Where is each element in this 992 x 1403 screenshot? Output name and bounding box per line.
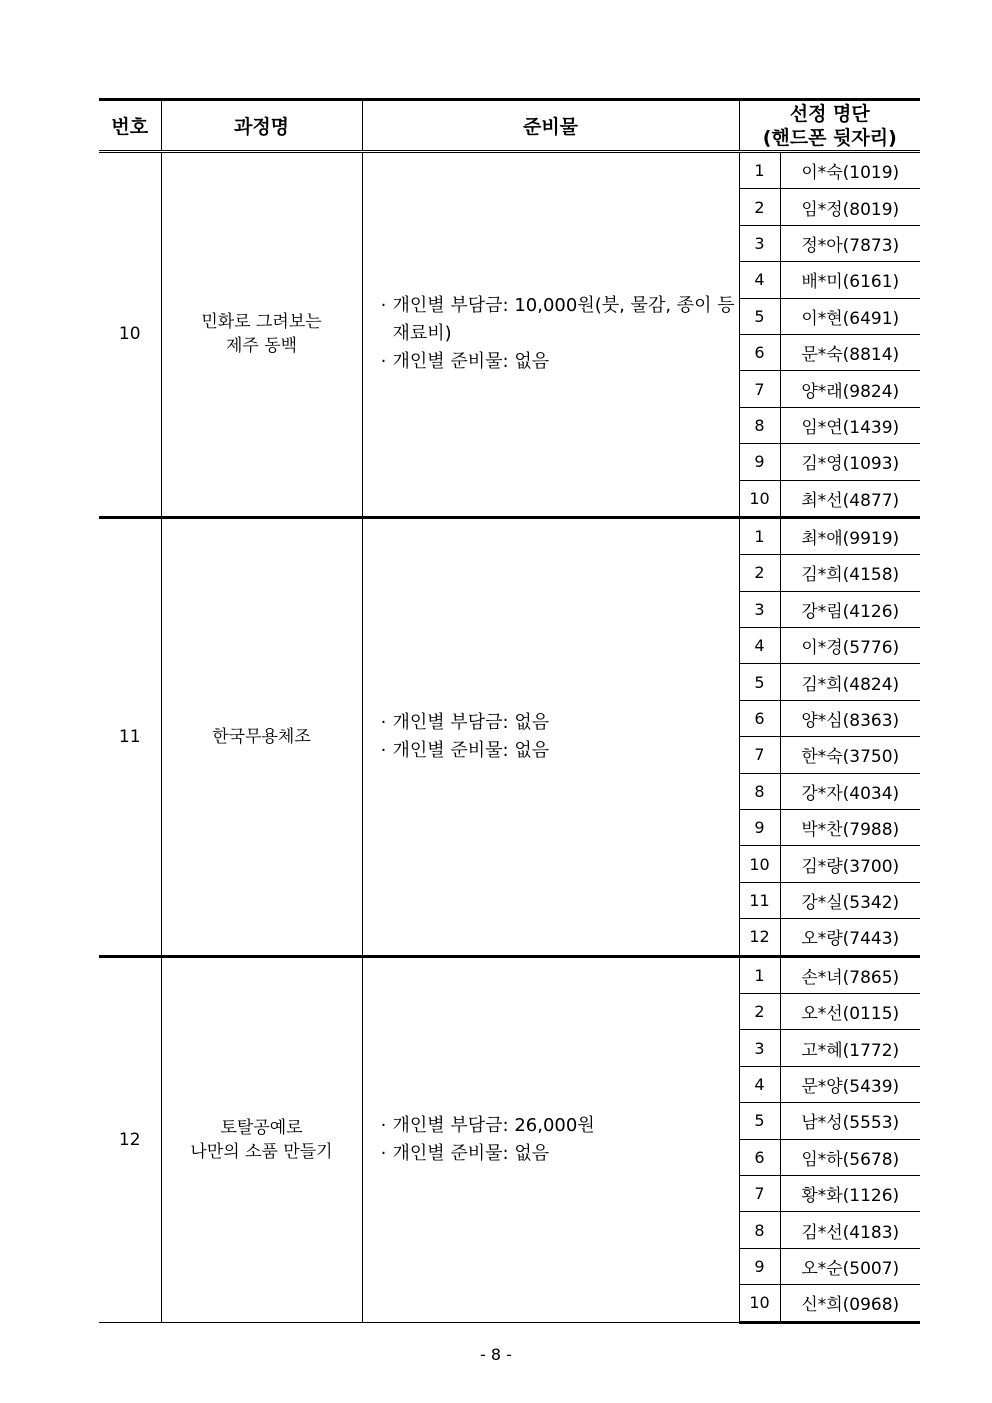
prep-item-text: 개인별 준비물: 없음 bbox=[392, 739, 550, 761]
selected-index: 4 bbox=[739, 1066, 780, 1102]
prep-items bbox=[362, 956, 739, 1322]
prep-item-text: 개인별 부담금: 10,000원(붓, 물감, 종이 등 재료비) bbox=[392, 295, 735, 345]
selected-index: 2 bbox=[739, 993, 780, 1029]
selected-index: 10 bbox=[739, 846, 780, 882]
selected-name: 배*미(6161) bbox=[780, 262, 920, 298]
header-row bbox=[99, 100, 920, 152]
selected-name: 정*아(7873) bbox=[780, 225, 920, 261]
header-course: 과정명 bbox=[161, 100, 362, 152]
selected-index: 2 bbox=[739, 189, 780, 225]
selected-name: 최*선(4877) bbox=[780, 480, 920, 517]
header-selected bbox=[739, 100, 920, 152]
header-selected-line1: 선정 명단 bbox=[789, 102, 870, 125]
selected-index: 1 bbox=[739, 517, 780, 554]
selected-name: 황*화(1126) bbox=[780, 1175, 920, 1211]
selected-index: 3 bbox=[739, 1030, 780, 1066]
selected-index: 1 bbox=[739, 956, 780, 993]
prep-item-text: 개인별 준비물: 없음 bbox=[392, 1142, 550, 1164]
prep-items bbox=[362, 517, 739, 956]
selected-index: 8 bbox=[739, 773, 780, 809]
course-name-line: 나만의 소품 만들기 bbox=[190, 1141, 333, 1162]
selected-name: 임*정(8019) bbox=[780, 189, 920, 225]
selected-index: 10 bbox=[739, 480, 780, 517]
selected-index: 3 bbox=[739, 225, 780, 261]
selected-index: 10 bbox=[739, 1285, 780, 1322]
selection-table bbox=[99, 98, 920, 1324]
selected-name: 김*희(4158) bbox=[780, 555, 920, 591]
prep-item bbox=[375, 348, 739, 376]
selected-index: 6 bbox=[739, 1139, 780, 1175]
course-name-line: 민화로 그려보는 bbox=[201, 312, 322, 333]
table-row bbox=[99, 152, 920, 189]
prep-item bbox=[375, 292, 739, 348]
course-name-line: 토탈공예로 bbox=[220, 1117, 303, 1138]
selected-name: 김*량(3700) bbox=[780, 846, 920, 882]
selected-index: 6 bbox=[739, 700, 780, 736]
selected-index: 1 bbox=[739, 152, 780, 189]
selected-name: 고*혜(1772) bbox=[780, 1030, 920, 1066]
selected-index: 9 bbox=[739, 444, 780, 480]
table-row bbox=[99, 956, 920, 993]
course-number: 10 bbox=[99, 152, 161, 518]
selected-name: 이*경(5776) bbox=[780, 628, 920, 664]
selected-index: 8 bbox=[739, 1212, 780, 1248]
bullet-icon: · bbox=[380, 1114, 387, 1136]
selected-index: 6 bbox=[739, 334, 780, 370]
bullet-icon: · bbox=[380, 351, 387, 373]
selected-name: 오*선(0115) bbox=[780, 993, 920, 1029]
course-name bbox=[161, 956, 362, 1322]
selected-index: 11 bbox=[739, 882, 780, 918]
bullet-icon: · bbox=[380, 711, 387, 733]
selected-index: 9 bbox=[739, 1248, 780, 1284]
selected-name: 강*실(5342) bbox=[780, 882, 920, 918]
selected-name: 신*희(0968) bbox=[780, 1285, 920, 1322]
selected-name: 문*양(5439) bbox=[780, 1066, 920, 1102]
selected-index: 4 bbox=[739, 628, 780, 664]
prep-item-text: 개인별 부담금: 없음 bbox=[392, 711, 550, 733]
prep-item bbox=[375, 1112, 739, 1140]
course-number: 12 bbox=[99, 956, 161, 1322]
prep-item bbox=[375, 709, 739, 737]
selected-name: 오*순(5007) bbox=[780, 1248, 920, 1284]
selected-name: 김*희(4824) bbox=[780, 664, 920, 700]
bullet-icon: · bbox=[380, 295, 387, 317]
prep-item bbox=[375, 1140, 739, 1168]
selected-name: 문*숙(8814) bbox=[780, 334, 920, 370]
selected-name: 김*선(4183) bbox=[780, 1212, 920, 1248]
selected-name: 강*림(4126) bbox=[780, 591, 920, 627]
selected-index: 5 bbox=[739, 298, 780, 334]
bullet-icon: · bbox=[380, 1142, 387, 1164]
prep-items bbox=[362, 152, 739, 518]
header-no: 번호 bbox=[99, 100, 161, 152]
selected-index: 7 bbox=[739, 371, 780, 407]
selected-index: 5 bbox=[739, 664, 780, 700]
selected-index: 3 bbox=[739, 591, 780, 627]
selected-name: 오*량(7443) bbox=[780, 919, 920, 956]
selected-index: 2 bbox=[739, 555, 780, 591]
selected-name: 강*자(4034) bbox=[780, 773, 920, 809]
selected-name: 한*숙(3750) bbox=[780, 737, 920, 773]
selected-name: 남*성(5553) bbox=[780, 1103, 920, 1139]
prep-item bbox=[375, 737, 739, 765]
prep-item-text: 개인별 부담금: 26,000원 bbox=[392, 1114, 595, 1136]
selected-name: 양*래(9824) bbox=[780, 371, 920, 407]
header-selected-line2: (핸드폰 뒷자리) bbox=[762, 126, 897, 149]
course-name bbox=[161, 152, 362, 518]
selected-index: 9 bbox=[739, 810, 780, 846]
selected-index: 8 bbox=[739, 407, 780, 443]
course-name-line: 제주 동백 bbox=[225, 336, 298, 357]
selected-name: 이*숙(1019) bbox=[780, 152, 920, 189]
prep-item-text: 개인별 준비물: 없음 bbox=[392, 351, 550, 373]
header-prep: 준비물 bbox=[362, 100, 739, 152]
bullet-icon: · bbox=[380, 739, 387, 761]
selected-name: 임*하(5678) bbox=[780, 1139, 920, 1175]
selected-name: 손*녀(7865) bbox=[780, 956, 920, 993]
selected-name: 박*찬(7988) bbox=[780, 810, 920, 846]
page-number: - 8 - bbox=[480, 1345, 512, 1364]
course-number: 11 bbox=[99, 517, 161, 956]
course-name-line: 한국무용체조 bbox=[212, 726, 311, 747]
table-row bbox=[99, 517, 920, 554]
selected-name: 양*심(8363) bbox=[780, 700, 920, 736]
selected-index: 4 bbox=[739, 262, 780, 298]
selected-name: 이*현(6491) bbox=[780, 298, 920, 334]
table-body bbox=[99, 152, 920, 1323]
selected-index: 5 bbox=[739, 1103, 780, 1139]
selected-index: 7 bbox=[739, 737, 780, 773]
selected-name: 김*영(1093) bbox=[780, 444, 920, 480]
course-name bbox=[161, 517, 362, 956]
selected-name: 임*연(1439) bbox=[780, 407, 920, 443]
selected-index: 12 bbox=[739, 919, 780, 956]
selected-index: 7 bbox=[739, 1175, 780, 1211]
selected-name: 최*애(9919) bbox=[780, 517, 920, 554]
